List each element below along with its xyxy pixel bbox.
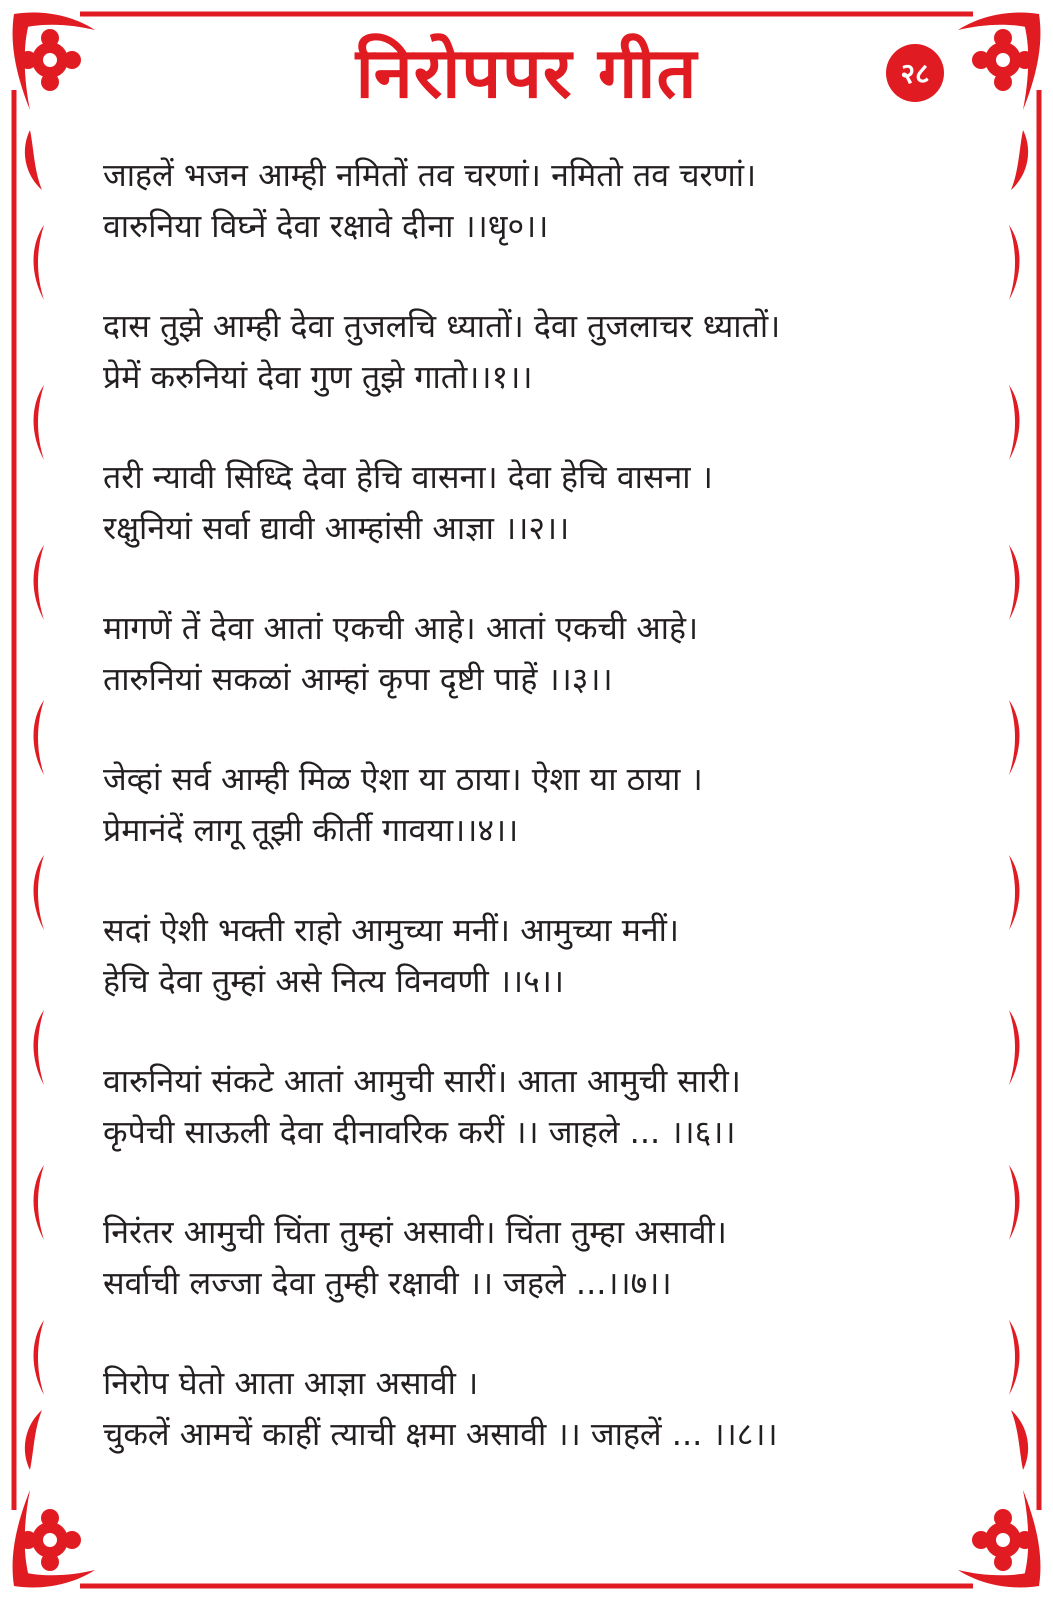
verse-line: सर्वाची लज्जा देवा तुम्ही रक्षावी ।। जहले ...।।७।। — [103, 1264, 672, 1302]
verse-line: रक्षुनियां सर्वा द्यावी आम्हांसी आज्ञा ।।२।। — [103, 509, 570, 547]
verse-3 — [103, 603, 963, 705]
verse-line: जेव्हां सर्व आम्ही मिळ ऐशा या ठाया। ऐशा या ठाया । — [103, 760, 703, 798]
verse-5 — [103, 905, 963, 1007]
verse-line: हेचि देवा तुम्हां असे नित्य विनवणी ।।५।। — [103, 962, 565, 1000]
verse-6 — [103, 1056, 963, 1158]
verse-4 — [103, 754, 963, 856]
verse-line: जाहलें भजन आम्ही नमितों तव चरणां। नमितो तव चरणां। — [103, 156, 757, 194]
verse-line: निरोप घेतो आता आज्ञा असावी । — [103, 1364, 479, 1402]
verse-line: कृपेची साऊली देवा दीनावरिक करीं ।। जाहले ... ।।६।। — [103, 1113, 736, 1151]
verse-line: वारुनियां संकटे आतां आमुची सारीं। आता आमुची सारी। — [103, 1062, 741, 1100]
page-title: निरोपपर गीत — [355, 31, 698, 114]
verse-line: प्रेमानंदें लागू तूझी कीर्ती गावया।।४।। — [103, 811, 519, 849]
verse-line: चुकलें आमचें काहीं त्याची क्षमा असावी ।। जाहलें ... ।।८।। — [103, 1415, 778, 1453]
page-number-badge: २८ — [886, 44, 944, 102]
verse-1 — [103, 301, 963, 403]
verse-line: दास तुझे आम्ही देवा तुजलचि ध्यातों। देवा तुजलाचर ध्यातों। — [103, 307, 781, 345]
verse-7 — [103, 1207, 963, 1309]
verse-refrain — [103, 150, 963, 252]
verse-line: सदां ऐशी भक्ती राहो आमुच्या मनीं। आमुच्या मनीं। — [103, 911, 680, 949]
verse-line: वारुनिया विघ्नें देवा रक्षावे दीना ।।धृ०।। — [103, 207, 549, 245]
song-body — [103, 150, 963, 1509]
verse-line: तारुनियां सकळां आम्हां कृपा दृष्टी पाहें ।।३।। — [103, 660, 613, 698]
verse-8 — [103, 1358, 963, 1460]
verse-line: तरी न्यावी सिध्दि देवा हेचि वासना। देवा हेचि वासना । — [103, 458, 713, 496]
verse-line: प्रेमें करुनियां देवा गुण तुझे गातो।।१।। — [103, 358, 533, 396]
verse-2 — [103, 452, 963, 554]
verse-line: निरंतर आमुची चिंता तुम्हां असावी। चिंता तुम्हा असावी। — [103, 1213, 727, 1251]
verse-line: मागणें तें देवा आतां एकची आहे। आतां एकची आहे। — [103, 609, 699, 647]
